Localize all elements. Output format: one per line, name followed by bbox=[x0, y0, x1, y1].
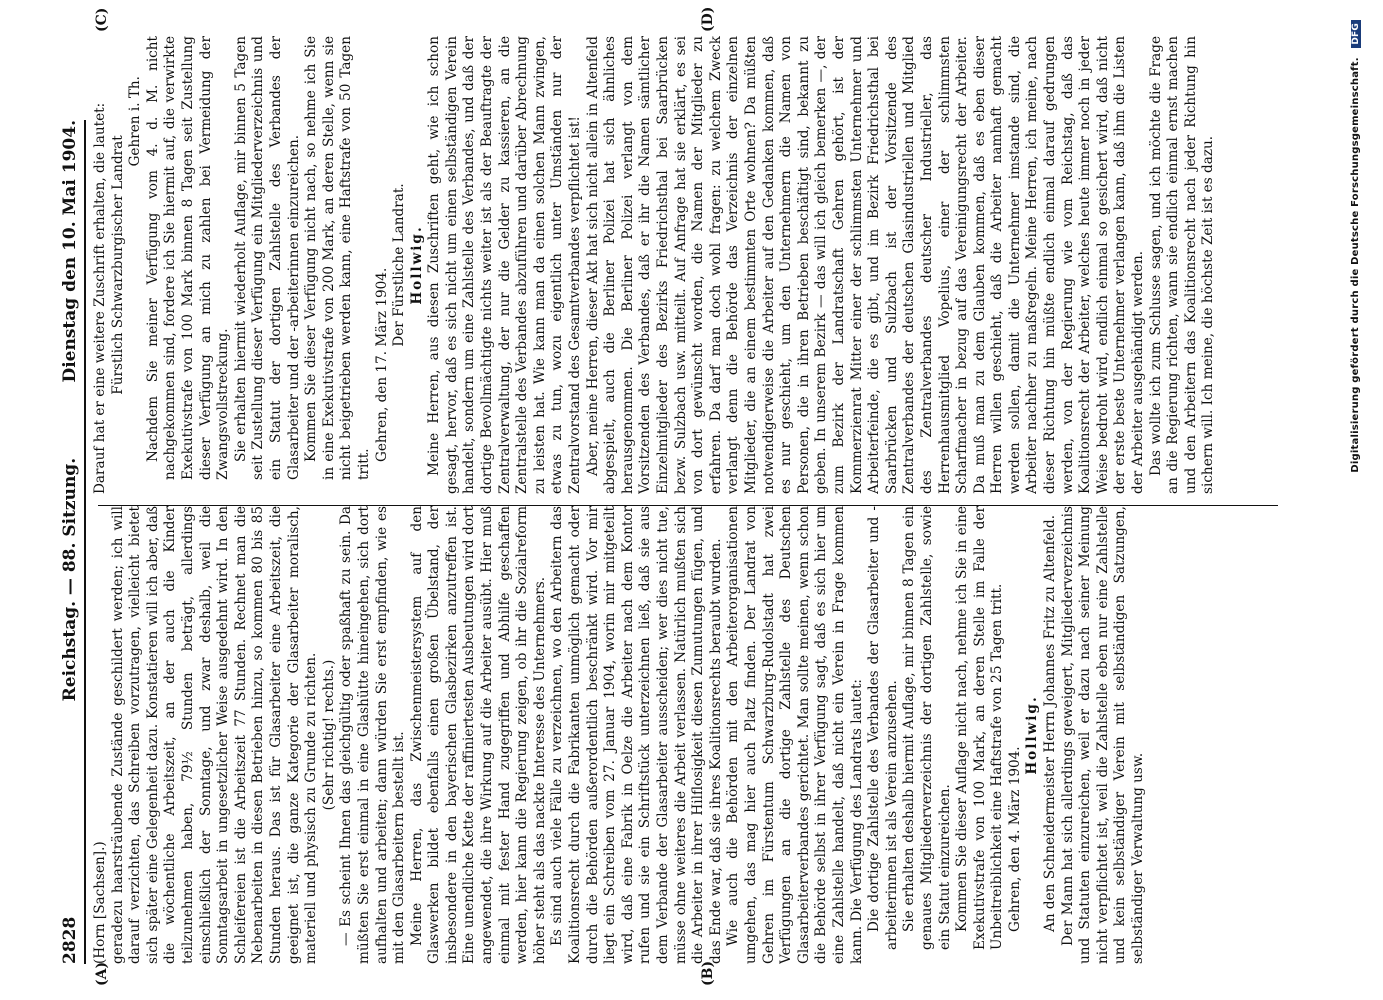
margin-marker-a: (A) bbox=[94, 961, 110, 986]
paragraph: geradezu haarsträubende Zustände geschildert werden; ich will darauf verzichten, das Schreiben vorzutragen, vielleicht bietet sich später eine Gelegenheit dazu. Konstatieren will ich aber, daß die wöchentliche Arbeitszeit, an der auch die Kinder teilzunehmen haben, 79½ Stunden beträgt, allerdings einschließlich der Sonntage, und zwar deshalb, weil die Sonntagsarbeit in ungesetzlicher Weise ausgedehnt wird. In den Schleifereien ist die Arbeitszeit 77 Stunden. Rechnet man die Nebenarbeiten in diesen Betrieben hinzu, so kommen 80 bis 85 Stunden heraus. Das ist für Glasarbeiter eine Arbeitszeit, die geeignet ist, die ganze Kategorie der Glasarbeiter moralisch, materiell und physisch zu Grunde zu richten. bbox=[109, 506, 320, 964]
paragraph: Es sind auch viele Fälle zu verzeichnen, wo den Arbeitern das Koalitionsrecht durch die Fabrikanten unmöglich gemacht oder durch die Behörden außerordentlich beschränkt wird. Vor mir liegt ein Schreiben vom 27. Januar 1904, worin mir mitgeteilt wird, daß eine Fabrik in Oelze die Arbeiter nach dem Kontor rufen und sie ein Schriftstück unterzeichnen ließ, daß sie aus dem Verbande der Glasarbeiter ausscheiden; wer dies nicht tue, müsse ohne weiteres die Arbeit verlassen. Natürlich mußten sich die Arbeiter in ihrer Hilflosigkeit diesen Zumutungen fügen, und das Ende war, daß sie ihres Koalitionsrechts beraubt wurden. bbox=[549, 506, 724, 964]
paragraph: Meine Herren, das Zwischenmeistersystem auf den Glaswerken bildet ebenfalls einen großen Übelstand, der insbesondere in den bayerischen Glasbezirken anzutreffen ist. Eine unendliche Kette der raffiniertesten Ausbeutungen wird dort angewendet, die ihre Wirkung auf die Arbeiter ausübt. Hier muß einmal mit fester Hand zugegriffen und Abhilfe geschaffen werden, hier kann die Regierung zeigen, ob ihr die Sozialreform höher steht als das nackte Interesse des Unternehmers. bbox=[408, 506, 548, 964]
paragraph: Die dortige Zahlstelle des Verbandes der Glasarbeiter und -arbeiterinnen ist als Verein anzusehen. bbox=[866, 506, 900, 950]
paragraph: Wie auch die Behörden mit den Arbeiterorganisationen umgehen, das mag hier auch Platz finden. Der Landrat von Gehren im Fürstentum Schwarzburg-Rudolstadt hat zwei Verfügungen an die dortige Zahlstelle des Deutschen Glasarbeiterverbandes gerichtet. Man sollte meinen, wenn schon die Behörde selbst in ihrer Verfügung sagt, daß es sich hier um eine Zahlstelle handelt, daß nicht ein Verein in Frage kommen kann. Die Verfügung des Landrats lautet: bbox=[725, 506, 865, 964]
paragraph: Gehren, den 17. März 1904. bbox=[373, 267, 390, 462]
sitting-title: Reichstag. — 88. Sitzung. bbox=[60, 457, 80, 702]
digitization-note bbox=[1350, 20, 1361, 940]
paragraph: Hollwig. bbox=[1024, 695, 1041, 775]
paragraph: Meine Herren, aus diesen Zuschriften geht, wie ich schon gesagt, hervor, daß es sich nicht um einen selbständigen Verein handelt, sondern um eine Zahlstelle des Verbandes, und daß der dortige Bevollmächtigte nichts weiter ist als der Beauftragte der Zentralverwaltung, der nur die Gelder zu kassieren, an die Zentralstelle des Verbandes abzuführen und darüber Abrechnung zu leisten hat. Wie kann man da einen solchen Mann zwingen, etwas zu tun, wozu eigentlich unter Umständen nur der Zentralvorstand des Gesamtverbandes verpflichtet ist! bbox=[426, 36, 584, 494]
paragraph: Kommen Sie dieser Auflage nicht nach, nehme ich Sie in eine Exekutivstrafe von 100 Mark, an deren Stelle im Falle der Unbeitreiblichkeit eine Haftstrafe von 25 Tagen tritt. bbox=[954, 506, 1006, 950]
paragraph: Hollwig. bbox=[408, 225, 425, 305]
paragraph: Das wollte ich zum Schlusse sagen, und ich möchte die Frage an die Regierung richten, wann sie endlich einmal ernst machen und den Arbeitern das Koalitionsrecht nach jeder Richtung hin sichern will. Ich meine, die höchste Zeit ist es dazu. bbox=[1147, 36, 1217, 494]
paragraph: Nachdem Sie meiner Verfügung vom 4. d. M. nicht nachgekommen sind, fordere ich Sie hiermit auf, die verwirkte Exekutivstrafe von 100 Mark binnen 8 Tagen seit Zustellung dieser Verfügung an mich zu zahlen bei Vermeidung der Zwangsvollstreckung. bbox=[144, 36, 232, 480]
paragraph: An den Schneidermeister Herrn Johannes Fritz zu Altenfeld. bbox=[1042, 514, 1059, 932]
paragraph: Sie erhalten hiermit wiederholt Auflage, mir binnen 5 Tagen seit Zustellung dieser Verfügung ein Mitgliederverzeichnis und ein Statut der dortigen Zahlstelle des Verbandes der Glasarbeiter und der -arbeiterinnen einzureichen. bbox=[232, 36, 302, 480]
paragraph: Kommen Sie dieser Verfügung nicht nach, so nehme ich Sie in eine Exekutivstrafe von 200 Mark, an deren Stelle, wenn sie nicht beigetrieben werden kann, eine Haftstrafe von 50 Tagen tritt. bbox=[303, 36, 372, 480]
paragraph: (Sehr richtig! rechts.) bbox=[320, 659, 337, 811]
paragraph: Aber, meine Herren, dieser Akt hat sich nicht allein in Altenfeld abgespielt, auch die Berliner Polizei hat sich ähnliches herausgenommen. Die Berliner Polizei verlangt von dem Vorsitzenden des Verbandes, daß er ihr die Namen sämtlicher Einzelmitglieder des Bezirks Friedrichsthal bei Saarbrücken bezw. Sulzbach usw. mitteilt. Auf Anfrage hat sie erklärt, es sei von dort gewünscht worden, die Namen der Mitglieder zu erfahren. Da darf man doch wohl fragen: zu welchem Zweck verlangt denn die Behörde das Verzeichnis der einzelnen Mitglieder, die an einem bestimmten Orte wohnen? Da müßten notwendigerweise die Arbeiter auf den Gedanken kommen, daß es nur geschieht, um den Unternehmern die Namen von Personen, die in ihren Betrieben beschäftigt sind, bekannt zu geben. In unserem Bezirk — das will ich gleich bemerken —, der zum Bezirk der Landratschaft Gehren gehört, ist der Kommerzienrat Mitter einer der schlimmsten Unternehmer und Arbeiterfeinde, die es gibt, und im Bezirk Friedrichsthal bei Saarbrücken und Sulzbach ist der Vorsitzende des Zentralverbandes der deutschen Glasindustriellen und Mitglied des Zentralverbandes deutscher Industrieller, das Herrenhausmitglied Vopelius, einer der schlimmsten Scharfmacher in bezug auf das Vereinigungsrecht der Arbeiter. Da muß man zu dem Glauben kommen, daß es eben dieser Herren willen geschieht, daß die Arbeiter namhaft gemacht werden sollen, damit die Unternehmer imstande sind, die Arbeiter nachher zu maßregeln. Meine Herren, ich meine, nach dieser Richtung hin müßte endlich einmal darauf gedrungen werden, von der Regierung wie vom Reichstag, daß das Koalitionsrecht der Arbeiter, welches heute immer noch in jeder Weise bedroht wird, endlich einmal so gesichert wird, daß nicht der erste beste Unternehmer verlangen kann, daß ihm die Listen der Arbeiter ausgehändigt werden. bbox=[584, 36, 1147, 494]
margin-marker-b: (B) bbox=[700, 960, 716, 986]
paragraph: Sie erhalten deshalb hiermit Auflage, mir binnen 8 Tagen ein genaues Mitgliederverzeichnis der dortigen Zahlstelle, sowie ein Statut einzureichen. bbox=[901, 506, 953, 950]
page-number: 2828 bbox=[60, 916, 80, 964]
dfg-logo: DFG bbox=[1351, 20, 1361, 48]
column-divider bbox=[98, 505, 1278, 506]
digitization-note-text: Digitalisierung gefördert durch die Deutsche Forschungsgemeinschaft. bbox=[1350, 57, 1361, 473]
paragraph: Der Fürstliche Landrat. bbox=[391, 183, 408, 347]
paragraph: Darauf hat er eine weitere Zuschrift erhalten, die lautet: bbox=[92, 102, 108, 494]
paragraph: — Es scheint Ihnen das gleichgültig oder spaßhaft zu sein. Da müßten Sie erst einmal in eine Glashütte hineingehen, sich dort aufhalten und arbeiten; dann würden Sie erst empfinden, wie es mit den Glasarbeitern bestellt ist. bbox=[338, 506, 408, 964]
paragraph: (Horn [Sachsen].) bbox=[92, 841, 108, 964]
paragraph: Der Mann hat sich allerdings geweigert, Mitgliederverzeichnis und Statuten einzureichen, weil er dazu nach seiner Meinung nicht verpflichtet ist, weil die Zahlstelle eben nur eine Zahlstelle und kein selbständiger Verein mit selbständigen Satzungen, selbständiger Verwaltung usw. bbox=[1059, 506, 1147, 964]
right-text-column bbox=[92, 36, 1282, 494]
margin-marker-c: (C) bbox=[94, 7, 110, 32]
page-header bbox=[54, 120, 80, 964]
left-text-column bbox=[92, 506, 1282, 964]
margin-marker-d: (D) bbox=[700, 6, 716, 32]
paragraph: Fürstlich Schwarzburgischer Landrat bbox=[109, 135, 126, 395]
session-date: Dienstag den 10. Mai 1904. bbox=[60, 120, 80, 383]
paragraph: Gehren i. Th. bbox=[127, 76, 144, 167]
header-rule bbox=[84, 120, 86, 964]
paragraph: Gehren, den 4. März 1904. bbox=[1006, 746, 1023, 932]
